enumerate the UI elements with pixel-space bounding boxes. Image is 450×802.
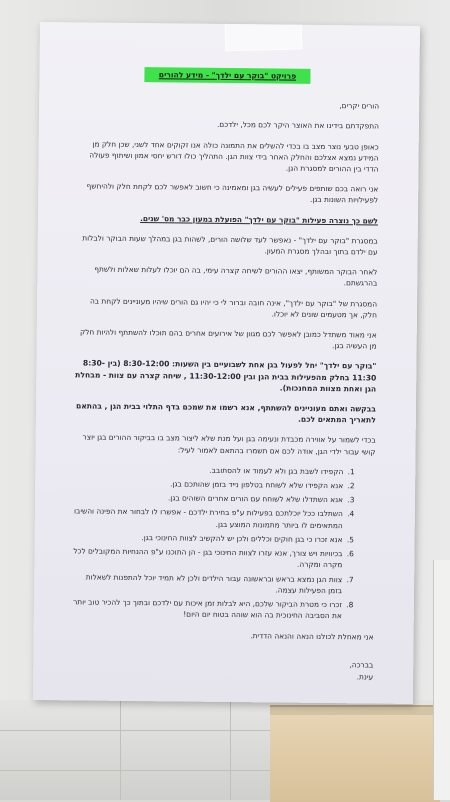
- section-paragraph-2: לאחר הבוקר המשותף, יצאו ההורים לשיחה קצרה עימי, בה הם יוכלו לעלות שאלות ולשתף בהרגשתם.: [94, 264, 378, 288]
- rules-list: [70, 463, 358, 621]
- signup-block: בבקשה ואתם מעוניינים להשתתף, אנא רשמו את שמכם בדף התלוי בבית הגן , בהתאם לתאריך המתאים לכם.: [75, 401, 377, 425]
- rule-item: 5. אנא זכרו כי בגן חוקים וכללים ולכן יש להקשיב לצוות החינוכי בגן.: [71, 531, 345, 545]
- section-paragraph-1: במסגרת "בוקר עם ילדך" - נאפשר לעד שלושה הורים, לשהות בגן במהלך שעות הבוקר ולבלות עם ילדם בתוך ובהלך מסגרת המעון.: [82, 233, 378, 257]
- signoff-regards: בברכה,: [349, 659, 374, 670]
- rules-intro: בכדי לשמור על אווירה מכבדת ונעימה בגן ועל מנת שלא ליצור מצב בו בביקור ההורים בגן יוצר קושי עבור ילדי הגן, אודה לכם אם תשמרו בהתאם לאמור לעיל:: [82, 432, 376, 457]
- rule-item: 4. השתלבו ככל יוכלתכם בפעילות ע"פ בחירת ילדכם - אפשרו לו לבחור את הפינה והשיבו המתאימים לו ביותר מתמונות המוצע בגן.: [71, 506, 345, 531]
- door-frame: [433, 560, 450, 800]
- rule-item: 8. זכרו כי מטרת הביקור שלכם, היא לבלות זמן איכות עם ילדכם ובתוך כך להכיר טוב יותר את הסביבה החינוכית בה הוא שוהה בטוח יום היום!: [70, 596, 344, 621]
- intro-paragraph-1: התפקדתם בידינו את האוצר היקר לכם מכל, ילדכם.: [216, 120, 379, 131]
- schedule-block: "בוקר עם ילדך" יחל לפעול בגן אחת לשבועיים בין השעות: 8:30-12:00 (בין 8:30-11:30 בחלק מהפעילות בבית הגן ובין 11:30-12:00 , שיחה קצרה עם צוות - מבחלת הגן ואחת מצוות המחנכות).: [75, 358, 377, 394]
- intro-paragraph-3: אני רואה בכם שותפים פעילים לעשיה בגן ומאמינה כי חשוב לאפשר לכם לקחת חלק ולהיחשף לפעילויות השונות בגן.: [86, 181, 379, 205]
- rule-item: 7. צוות הגן נמצא בראש ובראשונה עבור הילדים ולכן לא תמיד יוכל להתפנות לשאלות בזמן הפעילות עצמה.: [70, 571, 344, 596]
- section-heading: לשם כך נוצרה פעילות "בוקר עם ילדך" הפועלת במעון כבר מס' שנים.: [140, 213, 378, 226]
- intro-paragraph-2: כאופן טבעי נוצר מצב בו בכדי להשלים את התמונה כולה אנו זקוקים אחד לשני, שכן חלק מן המידע נמצא אצלכם והחלק האחר בידי צוות הגן. התהליך כולו דורש יחסי אמון ושיתוף פעולה הדדי בין ההורים למסגרת הגן.: [89, 139, 379, 174]
- section-paragraph-3: המסגרת של "בוקר עם ילדך", אינה חובה וברור לי כי יהיו גם הורים שיהיו מעוניינים לקחת בה חלק, אך מטעמים שונים לא יוכלו.: [89, 296, 378, 320]
- rule-item: 6. בכיוויות ויש צורך, אנא עזרו לצוות החינוכי בגן - הן התוכנו ע"פ ההנחיות המקובלים לכל מקרה ומקרה.: [70, 545, 344, 570]
- posted-notice: [33, 22, 420, 704]
- rule-item: 2. אנא הקפידו שלא לשוחח בטלפון נייד בזמן שהותכם בגן.: [71, 477, 345, 491]
- cabinet: [270, 705, 440, 802]
- rule-item: 1. הקפידו לשבת בגן ולא לעמוד או להסתובב.: [71, 463, 345, 477]
- notice-body: [33, 22, 420, 703]
- signoff: [69, 656, 373, 683]
- tape-strip: [224, 22, 302, 51]
- section-paragraph-4: אני מאוד משתדל כמובן לאפשר לכם מגוון של אירועים אחרים בהם תוכלו להשתתף ולהיות חלק מן העשיה בגן.: [79, 327, 377, 351]
- rule-item: 3. אנא השתדלו שלא לשוחח עם הורים אחרים השוהים בגן.: [71, 492, 345, 506]
- signoff-name: עינת.: [356, 671, 374, 682]
- greeting: הורים יקרים,: [339, 101, 380, 111]
- notice-title: פרויקט "בוקר עם ילדך" - מידע להורים: [145, 67, 310, 84]
- closing-line: אני מאחלת לכולנו הנאה והנאה הדדית.: [250, 631, 374, 642]
